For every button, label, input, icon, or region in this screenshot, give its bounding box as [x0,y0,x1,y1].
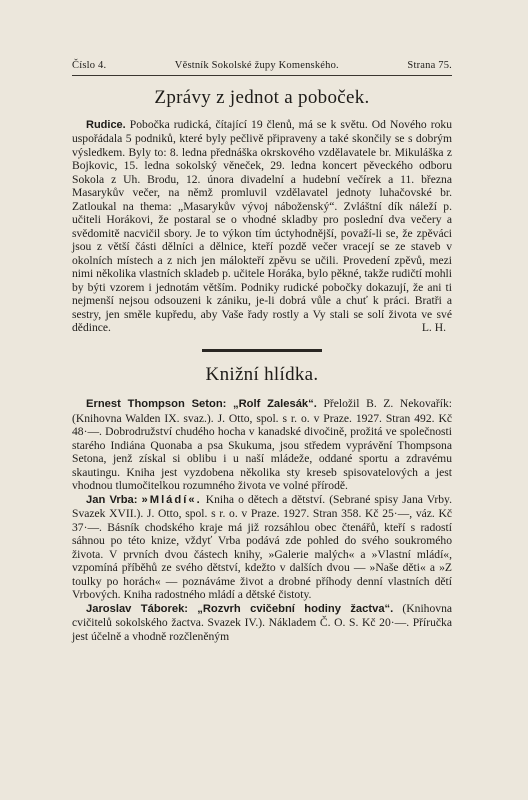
news-text: Pobočka rudická, čítající 19 členů, má se k světu. Od Nového roku uspořádala 5 podniků, které byly pečlivě připraveny a také skončily se s dobrým výsledkem. Byly to: 8. ledna přednáška okrskového vzdělavatele br. Mikuláška z Bojkovic, 15. ledna sokolský věneček, 29. ledna koncert pěveckého odboru Sokola z Uh. Brodu, 12. února divadelní a hudební večírek a 11. března Masarykův večer, na němž promluvil vzdělavatel jednoty luhačovské br. Zatloukal na thema: „Masarykův vývoj náboženský“. Zvláštní dík náleží p. učiteli Horákovi, že postaral se o vhodné skladby pro poslední dva večery a svědomitě nacvičil sbory. Je to výkon tím úctyhodnější, považí-li se, že zpěváci jsou z větší části dělníci a dělnice, kteří pozdě večer vracejí se ze staveb v okolních místech a z nich jen málokteří zpěvu se učili. Provedení zpěvů, mezi nimi několika vlastních skladeb p. učitele Horáka, bylo pěkné, takže rudičtí mohli by býti vzorem i jednotám větším. Podniky rudické pobočky dokazují, že ani ti nejmenší nejsou odsouzeni k zániku, je-li dobrá vůle a chuť k práci. Bratři a sestry, jen směle kupředu, aby Vaše řady rostly a Vy stali se solí života ve své dědince. [72,117,453,334]
book-review-text: Kniha o dětech a dětství. (Sebrané spisy Jana Vrby. Svazek XVII.). J. Otto, spol. s r. o. v Praze. 1927. Stran 358. Kč 25·—, váz. Kč 37·—. Básník chodského kraje má již rozsáhlou obec čtenářů, kteří s radostí sáhnou po této knize, vždyť Vrba podává zde pohled do svého soukromého života. V prvních dvou částech knihy, »Galerie malých« a »Vlastní mládí«, vzpomíná příběhů ze svého dětství, kdežto v dalších dvou — »Naše děti« a »Z toulky po horách« — poznáváme život a drobné příhody denní vlastních dětí Vrbových. Kniha radostného mládí a dětské čistoty. [72,492,452,601]
running-header [72,60,452,71]
news-signature: L. H. [421,321,446,334]
book-review-entry [72,493,452,602]
issue-number: Číslo 4. [72,60,107,71]
journal-title: Věstník Sokolské župy Komenského. [174,60,339,71]
book-author: Ernest Thompson Seton: [86,398,227,410]
book-title: „Rolf Zalesák“. [232,398,317,410]
book-review-text: Přeložil B. Z. Nekovařík: (Knihovna Walden IX. svaz.). J. Otto, spol. s r. o. v Praze. 1927. Stran 492. Kč 48·—. Dobrodružství chudého hocha v kanadské divočině, prožitá ve společnosti starého Indiána Quonaba a psa Skukuma, jsou středem vyprávění Thompsona Setona, jenž získal si oblibu i u naší mládeže, oddané sportu a zdravému skautingu. Kniha jest vyzdobena několika sty kreseb spisovatelových a jest vhodnou tlumočitelkou rozumného života ve volné přírodě. [72,397,453,492]
book-review-entry [72,602,452,644]
book-review-text: (Knihovna cvičitelů sokolského žactva. Svazek IV.). Nákladem Č. O. S. Kč 20·—. Příručka jest účelně a vhodně rozčleněným [72,601,453,643]
book-title: »Mládí«. [141,493,202,506]
page-number: Strana 75. [407,60,452,71]
section-title-news: Zprávy z jednot a poboček. [154,87,370,108]
page-content [72,86,452,643]
header-rule [72,75,452,76]
book-author: Jaroslav Táborek: [86,602,189,615]
book-title: „Rozvrh cvičební hodiny žactva“. [197,602,394,615]
book-author: Jan Vrba: [86,493,138,506]
news-paragraph [72,118,452,335]
news-lead: Rudice. [86,118,126,131]
section-title-books: Knižní hlídka. [205,363,319,385]
section-separator [202,349,322,352]
book-review-entry [72,397,452,493]
